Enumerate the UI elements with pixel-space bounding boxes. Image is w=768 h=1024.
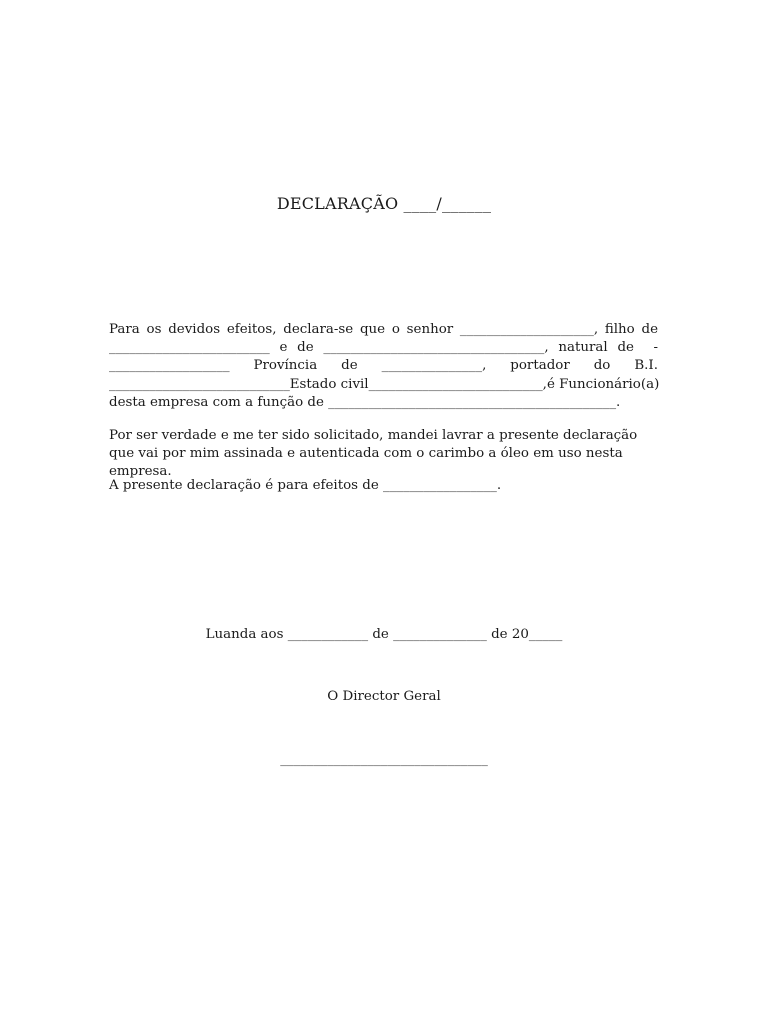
word: o: [391, 322, 400, 337]
word: -: [653, 340, 658, 356]
word: de: [341, 358, 358, 374]
document-title: DECLARAÇÃO ____/______: [276, 194, 492, 213]
blank-field-name: ____________________,: [459, 322, 599, 337]
word: Para: [109, 322, 140, 337]
paragraph-line: [109, 357, 658, 375]
purpose-paragraph: A presente declaração é para efeitos de _________________.: [109, 478, 502, 493]
paragraph-line: [109, 376, 658, 394]
blank-field-civil-status: __________________________,: [368, 376, 547, 392]
signatory-title: O Director Geral: [327, 689, 441, 704]
word: Província: [253, 358, 318, 374]
declaration-paragraph: [109, 321, 658, 412]
word: devidos: [168, 322, 221, 337]
signature-line: _______________________________: [280, 752, 488, 767]
statement-paragraph: Por ser verdade e me ter sido solicitado, mandei lavrar a presente declaração que vai por mim assinada e autenticada com o carimbo a óleo em uso nesta empresa.: [109, 428, 638, 480]
blank-field-function: ___________________________________________.: [328, 394, 621, 410]
blank-field-birthplace: __________________: [109, 358, 230, 374]
word: e: [279, 340, 288, 356]
paragraph-line: [109, 321, 658, 339]
word: declara-se: [283, 322, 354, 337]
word: de: [641, 322, 658, 337]
word: que: [359, 322, 386, 337]
word: os: [146, 322, 162, 337]
word: de: [617, 340, 634, 356]
word: senhor: [406, 322, 454, 337]
word: (a): [640, 376, 660, 392]
word: portador: [510, 358, 570, 374]
word: efeitos,: [226, 322, 277, 337]
blank-field-id: ___________________________Estado civil: [109, 376, 369, 392]
place-date-line: Luanda aos ____________ de ______________ de 20_____: [205, 627, 563, 642]
paragraph-line: [109, 394, 658, 412]
blank-field-mother: _________________________________,: [323, 340, 549, 356]
word: B.I.: [634, 358, 658, 374]
word: desta empresa com a função de: [109, 394, 324, 410]
paragraph-line: [109, 339, 658, 357]
word: natural: [558, 340, 608, 356]
word: de: [297, 340, 314, 356]
word: filho: [604, 322, 635, 337]
blank-field-province: _______________,: [381, 358, 487, 374]
blank-field-father: ________________________: [109, 340, 270, 356]
word: é Funcionário: [546, 376, 641, 392]
word: do: [593, 358, 611, 374]
